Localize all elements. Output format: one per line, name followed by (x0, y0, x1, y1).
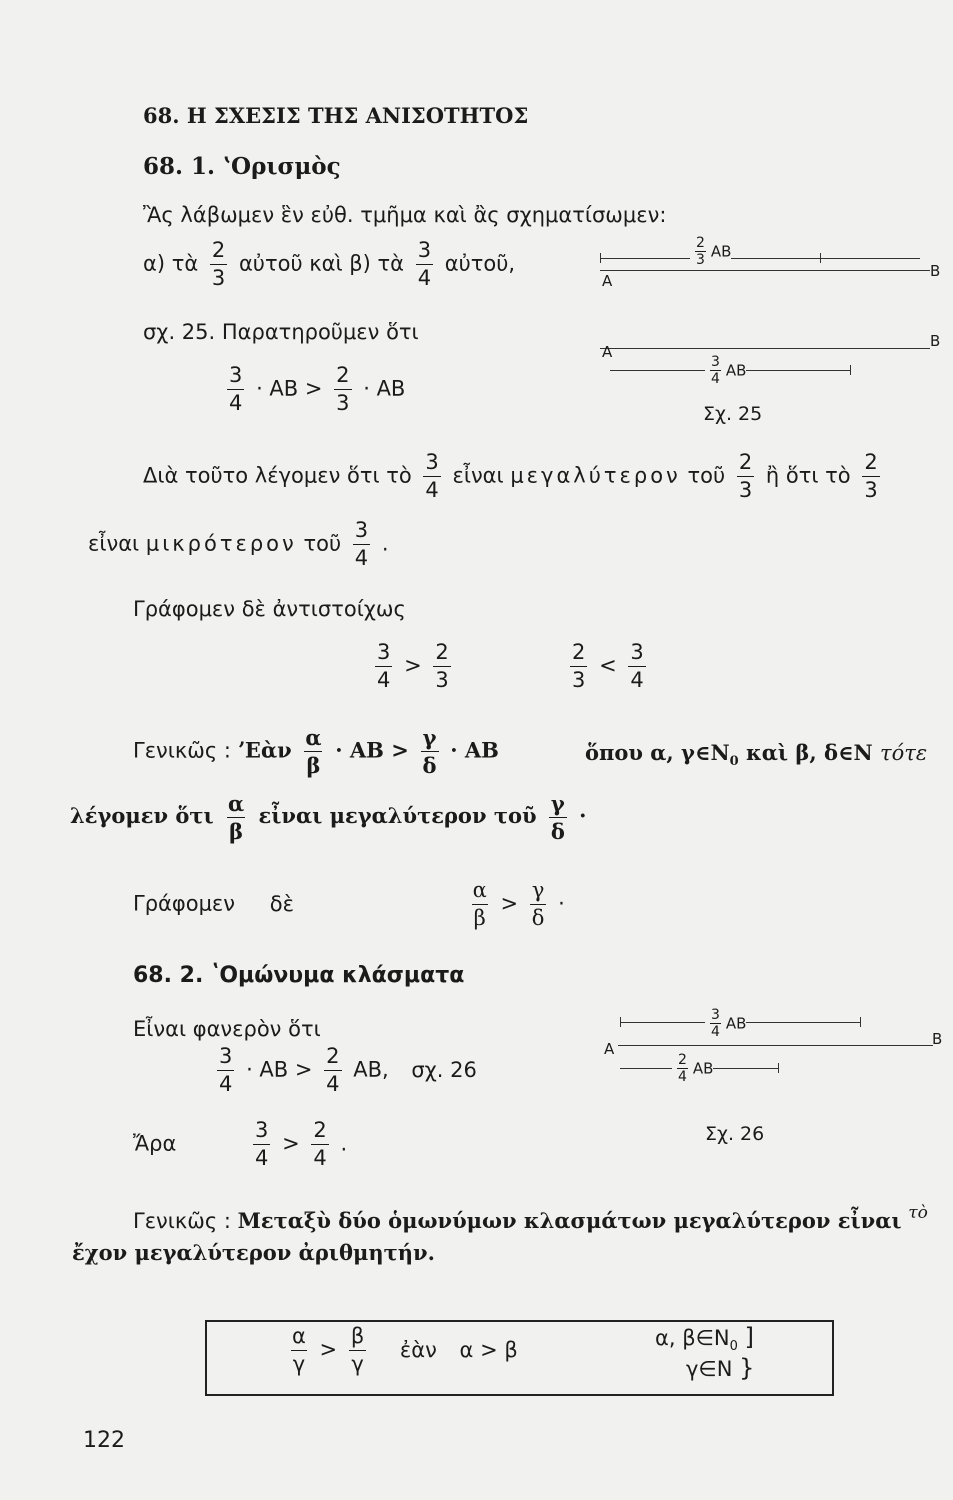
fraction: $\frac{2}{3}$ (211, 238, 226, 290)
fraction: $\frac{2}{3}$ (336, 363, 350, 415)
fraction: $\frac{3}{4}$ (255, 1118, 269, 1170)
tick (600, 253, 601, 263)
fraction: $\frac{3}{4}$ (219, 1044, 233, 1096)
general-statement-1: Γενικῶς : ʼΕὰν $\frac{\alpha}{\beta}$ · ΑΒ > $\frac{\gamma}{\delta}$ · ΑΒ (133, 725, 499, 778)
inequality-2b: $\frac{2}{3}$ < $\frac{3}{4}$ (572, 640, 644, 692)
construction-line: α) τὰ $\frac{2}{3}$ αὐτοῦ καὶ β) τὰ $\frac{3}{4}$ αὐτοῦ, (143, 238, 516, 290)
fraction: $\frac{\beta}{\gamma}$ (350, 1324, 365, 1376)
paragraph-intro: Ἂς λάβωμεν ἓν εὐθ. τμῆμα καὶ ἂς σχηματίσωμεν: (143, 203, 667, 227)
fraction: $\frac{3}{4}$ (425, 450, 439, 502)
fraction: $\frac{2}{4}$ (313, 1118, 327, 1170)
fraction: $\frac{\alpha}{\beta}$ (305, 725, 322, 778)
fraction: $\frac{\alpha}{\beta}$ (472, 878, 487, 930)
inequality-2a: $\frac{3}{4}$ > $\frac{2}{3}$ (377, 640, 449, 692)
fraction: $\frac{3}{4}$ (630, 640, 644, 692)
boxed-rule-condition-1: α, $\beta\in N_0$ ] (655, 1323, 754, 1355)
tick (850, 365, 851, 375)
fraction: $\frac{2}{3}$ (435, 640, 449, 692)
inequality-1: $\frac{3}{4}$ · ΑΒ > $\frac{2}{3}$ · ΑΒ (229, 363, 406, 415)
boxed-rule-formula: $\frac{\alpha}{\gamma}$ > $\frac{\beta}{\gamma}$ ἐὰν α > β (292, 1324, 518, 1376)
page-number: 122 (83, 1428, 125, 1453)
general-statement-4: Γενικῶς : Μεταξὺ δύο ὁμωνύμων κλασμάτων μεγαλύτερον εἶναι $^{\tau ὸ}$ (133, 1203, 928, 1233)
paragraph-therefore: Διὰ τοῦτο λέγομεν ὅτι τὸ $\frac{3}{4}$ εἶναι μεγαλύτερον τοῦ $\frac{2}{3}$ ἢ ὅτι τὸ $\frac{2}{3}$ (143, 450, 878, 502)
fraction: $\frac{\gamma}{\delta}$ (422, 725, 437, 778)
general-statement-3: Γράφομεν δὲ $\frac{\alpha}{\beta}$ > $\frac{\gamma}{\delta}$ · (133, 878, 565, 930)
paragraph-evident: Εἶναι φανερὸν ὅτι (133, 1017, 321, 1041)
fraction: $\frac{3}{4}$ (377, 640, 391, 692)
fig25-bottom-measure: $\frac{3}{4}$ AB (705, 355, 746, 387)
tick (860, 1017, 861, 1027)
fig25-label-a2: A (602, 343, 613, 361)
fig25-label-b: B (930, 262, 941, 280)
fraction: $\frac{2}{4}$ (326, 1044, 340, 1096)
paragraph-write: Γράφομεν δὲ ἀντιστοίχως (133, 597, 406, 621)
inequality-3: $\frac{3}{4}$ · ΑΒ > $\frac{2}{4}$ ΑΒ, σχ. 26 (219, 1044, 477, 1096)
fraction: $\frac{\gamma}{\delta}$ (550, 791, 565, 844)
fraction: $\frac{2}{3}$ (572, 640, 586, 692)
fig25-caption: Σχ. 25 (703, 403, 763, 425)
fig25-label-a: A (602, 272, 613, 290)
fig25-label-b2: B (930, 332, 941, 350)
fraction: $\frac{\gamma}{\delta}$ (531, 878, 545, 930)
fraction: $\frac{2}{3}$ (864, 450, 878, 502)
fraction: $\frac{3}{4}$ (229, 363, 243, 415)
general-statement-2: λέγομεν ὅτι $\frac{\alpha}{\beta}$ εἶναι μεγαλύτερον τοῦ $\frac{\gamma}{\delta}$ · (70, 791, 587, 844)
fig26-label-a: A (604, 1040, 615, 1058)
tick (778, 1063, 779, 1073)
fraction: $\frac{2}{3}$ (738, 450, 753, 502)
fig25-segment-1 (600, 270, 930, 271)
general-condition: ὅπου α, $\gamma\in N_0$ καὶ β, δ∈N τότε (585, 740, 928, 770)
general-statement-4b: ἔχον μεγαλύτερον ἀριθμητήν. (72, 1240, 435, 1265)
boxed-rule-condition-2: γ∈N } (686, 1354, 755, 1382)
fig25-segment-2 (600, 348, 930, 349)
inequality-4: Ἄρα $\frac{3}{4}$ > $\frac{2}{4}$ . (133, 1118, 348, 1170)
tick (620, 1017, 621, 1027)
paragraph-observe: σχ. 25. Παρατηροῦμεν ὅτι (143, 320, 419, 344)
fig26-caption: Σχ. 26 (705, 1123, 765, 1145)
subsection-title-like-fractions: 68. 2. ʽΟμώνυμα κλάσματα (133, 963, 465, 988)
fraction: $\frac{\alpha}{\beta}$ (228, 791, 245, 844)
fraction: $\frac{3}{4}$ (417, 238, 432, 290)
fig25-top-measure: $\frac{2}{3}$ AB (690, 236, 731, 268)
fig25-top-line (600, 258, 920, 259)
section-title: 68. Η ΣΧΕΣΙΣ ΤΗΣ ΑΝΙΣΟΤΗΤΟΣ (143, 103, 529, 128)
fig26-label-b: B (932, 1030, 943, 1048)
subsection-title-definition: 68. 1. ʽΟρισμὸς (143, 153, 341, 180)
fraction: $\frac{3}{4}$ (354, 518, 369, 570)
tick (820, 253, 821, 263)
fraction: $\frac{\alpha}{\gamma}$ (292, 1324, 306, 1376)
fig26-segment (618, 1045, 933, 1046)
paragraph-smaller: εἶναι μικρότερον τοῦ $\frac{3}{4}$ . (88, 518, 389, 570)
fig26-bottom-measure: $\frac{2}{4}$ AB (672, 1053, 713, 1085)
fig26-top-measure: $\frac{3}{4}$ AB (705, 1008, 746, 1040)
